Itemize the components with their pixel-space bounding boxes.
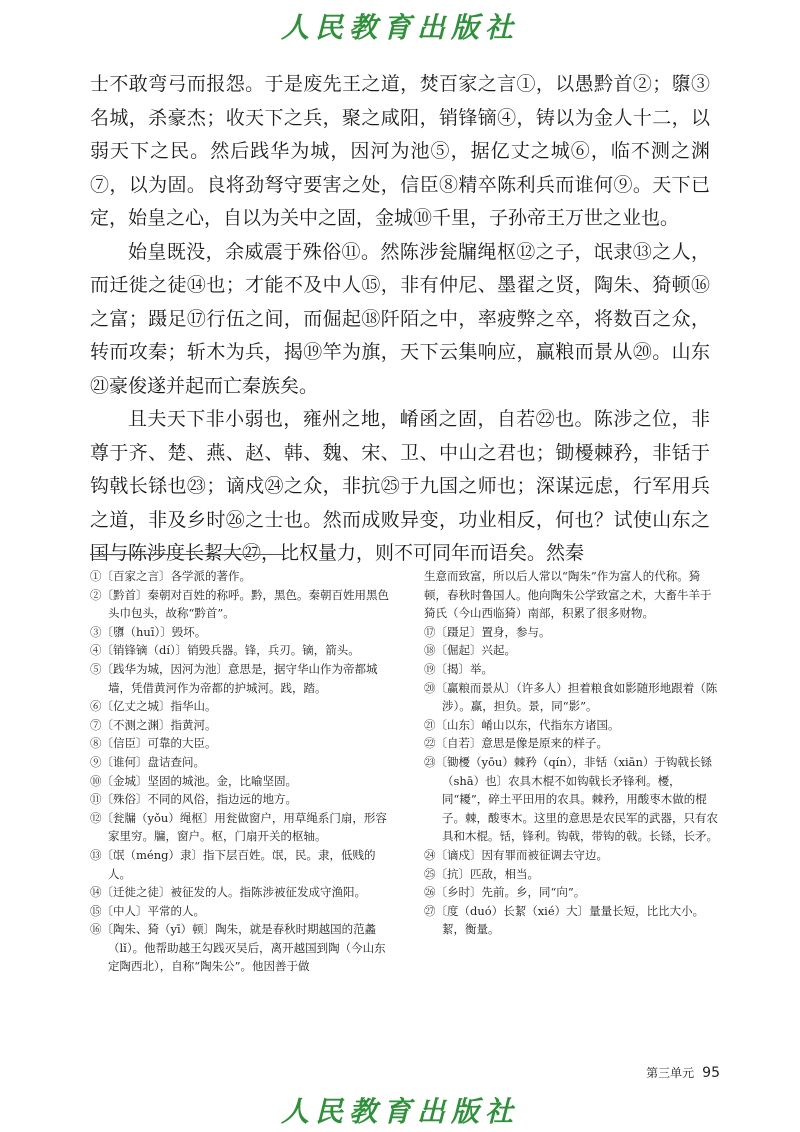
footnote: ㉔〔谪戍〕因有罪而被征调去守边。 bbox=[424, 847, 608, 862]
footnote: ㉕〔抗〕匹敌，相当。 bbox=[424, 866, 539, 881]
publisher-logo-top: 人民教育出版社 bbox=[280, 11, 519, 44]
footnote: ①〔百家之言〕各学派的著作。 bbox=[90, 569, 251, 583]
footnotes-left-column bbox=[90, 567, 390, 976]
footnote: ④〔销锋镝（dí）〕销毁兵器。锋，兵刃。镝，箭头。 bbox=[90, 643, 360, 658]
footnote: ⑱〔倔起〕兴起。 bbox=[424, 643, 516, 658]
unit-label: 第三单元 bbox=[646, 1066, 695, 1080]
footnote: ㉒〔自若〕意思是像是原来的样子。 bbox=[424, 736, 608, 751]
footnote: ㉗〔度（duó）长絜（xié）大〕量量长短，比比大小。絜，衡量。 bbox=[424, 903, 705, 937]
footnote: ⑤〔践华为城，因河为池〕意思是，据守华山作为帝都城墙，凭借黄河作为帝都的护城河。践，踏。 bbox=[90, 661, 378, 695]
footnote-continuation: 生意而致富，所以后人常以“陶朱”作为富人的代称。猗顿，春秋时鲁国人。他向陶朱公学致富之术，大畜牛羊于猗氏（今山西临猗）南部，积累了很多财物。 bbox=[424, 569, 712, 621]
footnote: ⑮〔中人〕平常的人。 bbox=[90, 903, 205, 918]
page-number: 95 bbox=[702, 1065, 720, 1081]
footnote: ㉓〔锄櫌（yōu）棘矜（qín），非铦（xiān）于钩戟长铩（shā）也〕农具木棍不如钩戟长矛锋利。櫌，同“耰”，碎土平田用的农具。棘矜，用酸枣木做的棍子。棘，酸枣木。这里的意思是农民军的武器，只有农具和木棍。铦，锋利。钩戟，带钩的戟。长铩，长矛。 bbox=[424, 754, 718, 844]
footnote: ⑫〔瓮牖（yǒu）绳枢〕用瓮做窗户，用草绳系门扇，形容家里穷。牖，窗户。枢，门扇开关的枢轴。 bbox=[90, 810, 387, 844]
footnote: ⑥〔亿丈之城〕指华山。 bbox=[90, 699, 217, 714]
footnote: ⑯〔陶朱、猗（yī）顿〕陶朱，就是春秋时期越国的范蠡（lǐ）。他帮助越王勾践灭吴后，离开越国到陶（今山东定陶西北），自称“陶朱公”。他因善于做 bbox=[90, 922, 386, 974]
footnote: ⑰〔蹑足〕置身，参与。 bbox=[424, 624, 551, 639]
main-paragraph-1: 士不敢弯弓而报怨。于是废先王之道，焚百家之言①，以愚黔首②；隳③名城，杀豪杰；收天下之兵，聚之咸阳，销锋镝④，铸以为金人十二，以弱天下之民。然后践华为城，因河为池⑤，据亿丈之城⑥，临不测之渊⑦，以为固。良将劲弩守要害之处，信臣⑧精卒陈利兵而谁何⑨。天下已定，始皇之心，自以为关中之固，金城⑩千里，子孙帝王万世之业也。 bbox=[90, 73, 710, 229]
footnote: ⑦〔不测之渊〕指黄河。 bbox=[90, 717, 217, 732]
footnote: ⑪〔殊俗〕不同的风俗，指边远的地方。 bbox=[90, 792, 297, 807]
footnote-separator bbox=[90, 554, 285, 555]
page-footer bbox=[620, 1064, 720, 1081]
footnote: ②〔黔首〕秦朝对百姓的称呼。黔，黑色。秦朝百姓用黑色头巾包头，故称“黔首”。 bbox=[90, 587, 389, 621]
footnote: ⑧〔信臣〕可靠的大臣。 bbox=[90, 736, 217, 751]
footnote: ⑲〔揭〕举。 bbox=[424, 661, 493, 676]
footnote: ㉑〔山东〕崤山以东，代指东方诸国。 bbox=[424, 717, 620, 732]
footnote: ⑨〔谁何〕盘诘查问。 bbox=[90, 754, 205, 769]
footnote: ③〔隳（huī）〕毁坏。 bbox=[90, 624, 207, 639]
footnote: ㉖〔乡时〕先前。乡，同“向”。 bbox=[424, 885, 586, 900]
footnote: ⑳〔赢粮而景从〕（许多人）担着粮食如影随形地跟着（陈涉）。赢，担负。景，同“影”。 bbox=[424, 680, 718, 714]
footnote: ⑩〔金城〕坚固的城池。金，比喻坚固。 bbox=[90, 773, 297, 788]
main-paragraph-2: 始皇既没，余威震于殊俗⑪。然陈涉瓮牖绳枢⑫之子，氓隶⑬之人，而迁徙之徒⑭也；才能不及中人⑮，非有仲尼、墨翟之贤，陶朱、猗顿⑯之富；蹑足⑰行伍之间，而倔起⑱阡陌之中，率疲弊之卒，将数百之众，转而攻秦；斩木为兵，揭⑲竿为旗，天下云集响应，赢粮而景从⑳。山东㉑豪俊遂并起而亡秦族矣。 bbox=[90, 240, 710, 397]
footnote: ⑭〔迁徙之徒〕被征发的人。指陈涉被征发成守渔阳。 bbox=[90, 885, 366, 900]
main-text bbox=[90, 68, 710, 571]
footnote: ⑬〔氓（méng）隶〕指下层百姓。氓，民。隶，低贱的人。 bbox=[90, 847, 376, 881]
publisher-logo-bottom: 人民教育出版社 bbox=[280, 1095, 519, 1128]
footnotes-right-column bbox=[424, 567, 720, 939]
main-paragraph-3: 且夫天下非小弱也，雍州之地，崤函之固，自若㉒也。陈涉之位，非尊于齐、楚、燕、赵、韩、魏、宋、卫、中山之君也；锄櫌棘矜，非铦于钩戟长铩也㉓；谪戍㉔之众，非抗㉕于九国之师也；深谋远虑，行军用兵之道，非及乡时㉖之士也。然而成败异变，功业相反，何也？试使山东之国与陈涉度长絜大㉗，比权量力，则不可同年而语矣。然秦 bbox=[90, 408, 710, 564]
